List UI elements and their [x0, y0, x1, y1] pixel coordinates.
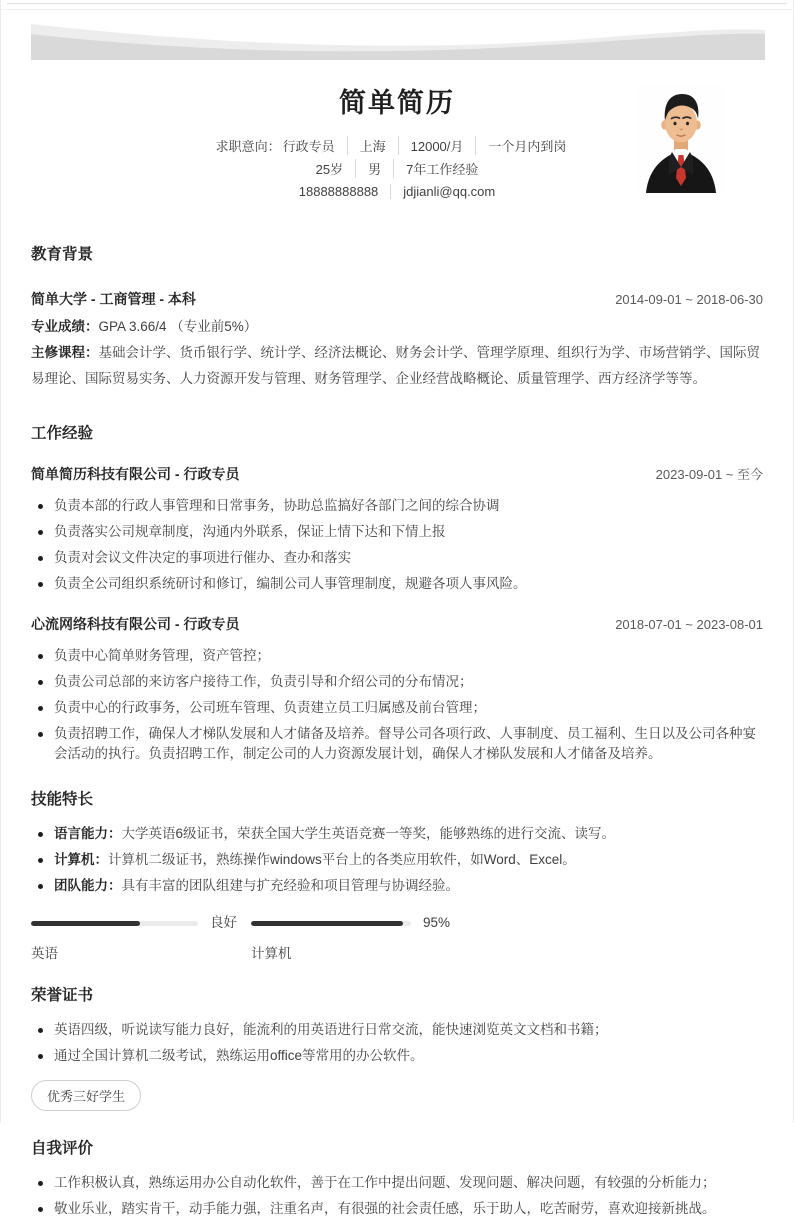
- bullet-dot: [38, 1054, 43, 1059]
- list-item: 负责招聘工作，确保人才梯队发展和人才储备及培养。督导公司各项行政、人事制度、员工福利、生日以及公司各种宴会活动的执行。负责招聘工作，制定公司的人力资源发展计划，确保人才梯队发展和人才储备及培养。: [31, 724, 763, 764]
- education-date-range: 2014-09-01 ~ 2018-06-30: [615, 292, 763, 307]
- bullet-dot: [38, 858, 43, 863]
- skill-bar-computer: [251, 916, 450, 962]
- profile-phone: 18888888888: [298, 184, 379, 199]
- contact-row-reach: [87, 180, 707, 203]
- section-heading-experience: 工作经验: [31, 425, 94, 442]
- skill-bar-english: [31, 916, 237, 962]
- list-item: 负责落实公司规章制度，沟通内外联系，保证上情下达和下情上报: [31, 522, 763, 542]
- bullet-dot: [38, 1028, 43, 1033]
- skill-text: 大学英语6级证书，荣获全国大学生英语竞赛一等奖，能够熟练的进行交流、读写。: [121, 826, 616, 841]
- education-courses-line: [31, 340, 763, 392]
- page-title: 简单简历: [339, 88, 455, 118]
- skill-label: 团队能力：: [54, 878, 122, 893]
- intent-availability: 一个月内到岗: [475, 136, 578, 155]
- list-item: 英语四级，听说读写能力良好，能流利的用英语进行日常交流，能快速浏览英文文档和书籍；: [31, 1020, 763, 1040]
- list-item: [31, 824, 763, 844]
- progress-skill-name: 计算机: [251, 946, 292, 961]
- courses-label: 主修课程：: [31, 345, 99, 360]
- bullet-dot: [38, 832, 43, 837]
- honor-tag-pill: 优秀三好学生: [31, 1080, 141, 1111]
- bullet-dot: [38, 504, 43, 509]
- list-item: 负责中心的行政事务，公司班车管理、负责建立员工归属感及前台管理；: [31, 698, 763, 718]
- honor-tags: [31, 1080, 763, 1111]
- section-heading-self-evaluation: 自我评价: [31, 1140, 94, 1157]
- section-heading-skills: 技能特长: [31, 791, 94, 808]
- profile-gender: 男: [355, 159, 393, 178]
- list-item: [31, 876, 763, 896]
- gpa-label: 专业成绩：: [31, 319, 99, 334]
- bullet-dot: [38, 582, 43, 587]
- bullet-dot: [38, 1181, 43, 1186]
- intent-position: 行政专员: [282, 139, 335, 154]
- skill-label: 计算机：: [54, 852, 108, 867]
- contact-row-intent: [87, 134, 707, 157]
- list-item: 负责全公司组织系统研讨和修订，编制公司人事管理制度，规避各项人事风险。: [31, 574, 763, 594]
- education-entry-header: [31, 289, 763, 309]
- list-item: 负责本部的行政人事管理和日常事务，协助总监搞好各部门之间的综合协调: [31, 496, 763, 516]
- progress-fill: [251, 921, 403, 926]
- job-date-range: 2018-07-01 ~ 2023-08-01: [615, 617, 763, 632]
- intent-city: 上海: [347, 136, 398, 155]
- job-title: 简单简历科技有限公司 - 行政专员: [31, 466, 240, 482]
- page-top-rule: [7, 3, 787, 4]
- education-gpa-line: [31, 314, 763, 340]
- progress-value-label: 良好: [210, 915, 237, 930]
- intent-salary: 12000/月: [398, 136, 476, 155]
- list-item: 负责对会议文件决定的事项进行催办、查办和落实: [31, 548, 763, 568]
- self-evaluation-bullet-list: [31, 1173, 763, 1219]
- wave-shape: [31, 18, 765, 60]
- bullet-dot: [38, 654, 43, 659]
- education-school-line: 简单大学 - 工商管理 - 本科: [31, 291, 196, 307]
- bullet-dot: [38, 556, 43, 561]
- gpa-value: GPA 3.66/4 （专业前5%）: [98, 319, 258, 334]
- skill-label: 语言能力：: [54, 826, 122, 841]
- avatar-illustration: [636, 85, 726, 193]
- intent-label: 求职意向：: [215, 139, 281, 154]
- courses-value: 基础会计学、货币银行学、统计学、经济法概论、财务会计学、管理学原理、组织行为学、市场营销学、国际贸易理论、国际贸易实务、人力资源开发与管理、财务管理学、企业经营战略概论、质量管理学、西方经济学等等。: [31, 345, 760, 386]
- bullet-dot: [38, 530, 43, 535]
- progress-skill-name: 英语: [31, 946, 58, 961]
- skill-text: 具有丰富的团队组建与扩充经验和项目管理与协调经验。: [121, 878, 459, 893]
- list-item: 工作积极认真，熟练运用办公自动化软件，善于在工作中提出问题、发现问题、解决问题，有较强的分析能力；: [31, 1173, 763, 1193]
- profile-age: 25岁: [315, 162, 344, 177]
- list-item: [31, 850, 763, 870]
- job-title: 心流网络科技有限公司 - 行政专员: [31, 616, 240, 632]
- progress-track: [251, 921, 411, 926]
- skills-bullet-list: [31, 824, 763, 896]
- section-heading-honors: 荣誉证书: [31, 987, 94, 1004]
- progress-track: [31, 921, 198, 926]
- job-bullet-list: [31, 646, 763, 764]
- profile-experience-years: 7年工作经验: [393, 159, 490, 178]
- job-date-range: 2023-09-01 ~ 至今: [655, 467, 763, 482]
- bullet-dot: [38, 680, 43, 685]
- contact-row-basic: [87, 157, 707, 180]
- skill-progress-bars: [31, 916, 763, 962]
- page-top-rule-light: [1, 9, 793, 10]
- profile-photo: [636, 85, 726, 193]
- bullet-dot: [38, 706, 43, 711]
- list-item: 通过全国计算机二级考试，熟练运用office等常用的办公软件。: [31, 1046, 763, 1066]
- header-wave-decoration: [31, 18, 765, 60]
- progress-fill: [31, 921, 140, 926]
- bullet-dot: [38, 884, 43, 889]
- honors-bullet-list: [31, 1020, 763, 1066]
- skill-text: 计算机二级证书，熟练操作windows平台上的各类应用软件，如Word、Excel。: [108, 852, 576, 867]
- list-item: 敬业乐业，踏实肯干，动手能力强，注重名声，有很强的社会责任感，乐于助人，吃苦耐劳，喜欢迎接新挑战。: [31, 1199, 763, 1219]
- list-item: 负责中心简单财务管理，资产管控；: [31, 646, 763, 666]
- progress-value-label: 95%: [423, 915, 451, 930]
- profile-email: jdjianli@qq.com: [390, 184, 507, 199]
- list-item: 负责公司总部的来访客户接待工作，负责引导和介绍公司的分布情况；: [31, 672, 763, 692]
- job-entry-header: [31, 464, 763, 484]
- bullet-dot: [38, 732, 43, 737]
- contact-info: [87, 134, 707, 203]
- job-entry-header: [31, 614, 763, 634]
- bullet-dot: [38, 1207, 43, 1212]
- job-bullet-list: [31, 496, 763, 594]
- section-heading-education: 教育背景: [31, 246, 94, 263]
